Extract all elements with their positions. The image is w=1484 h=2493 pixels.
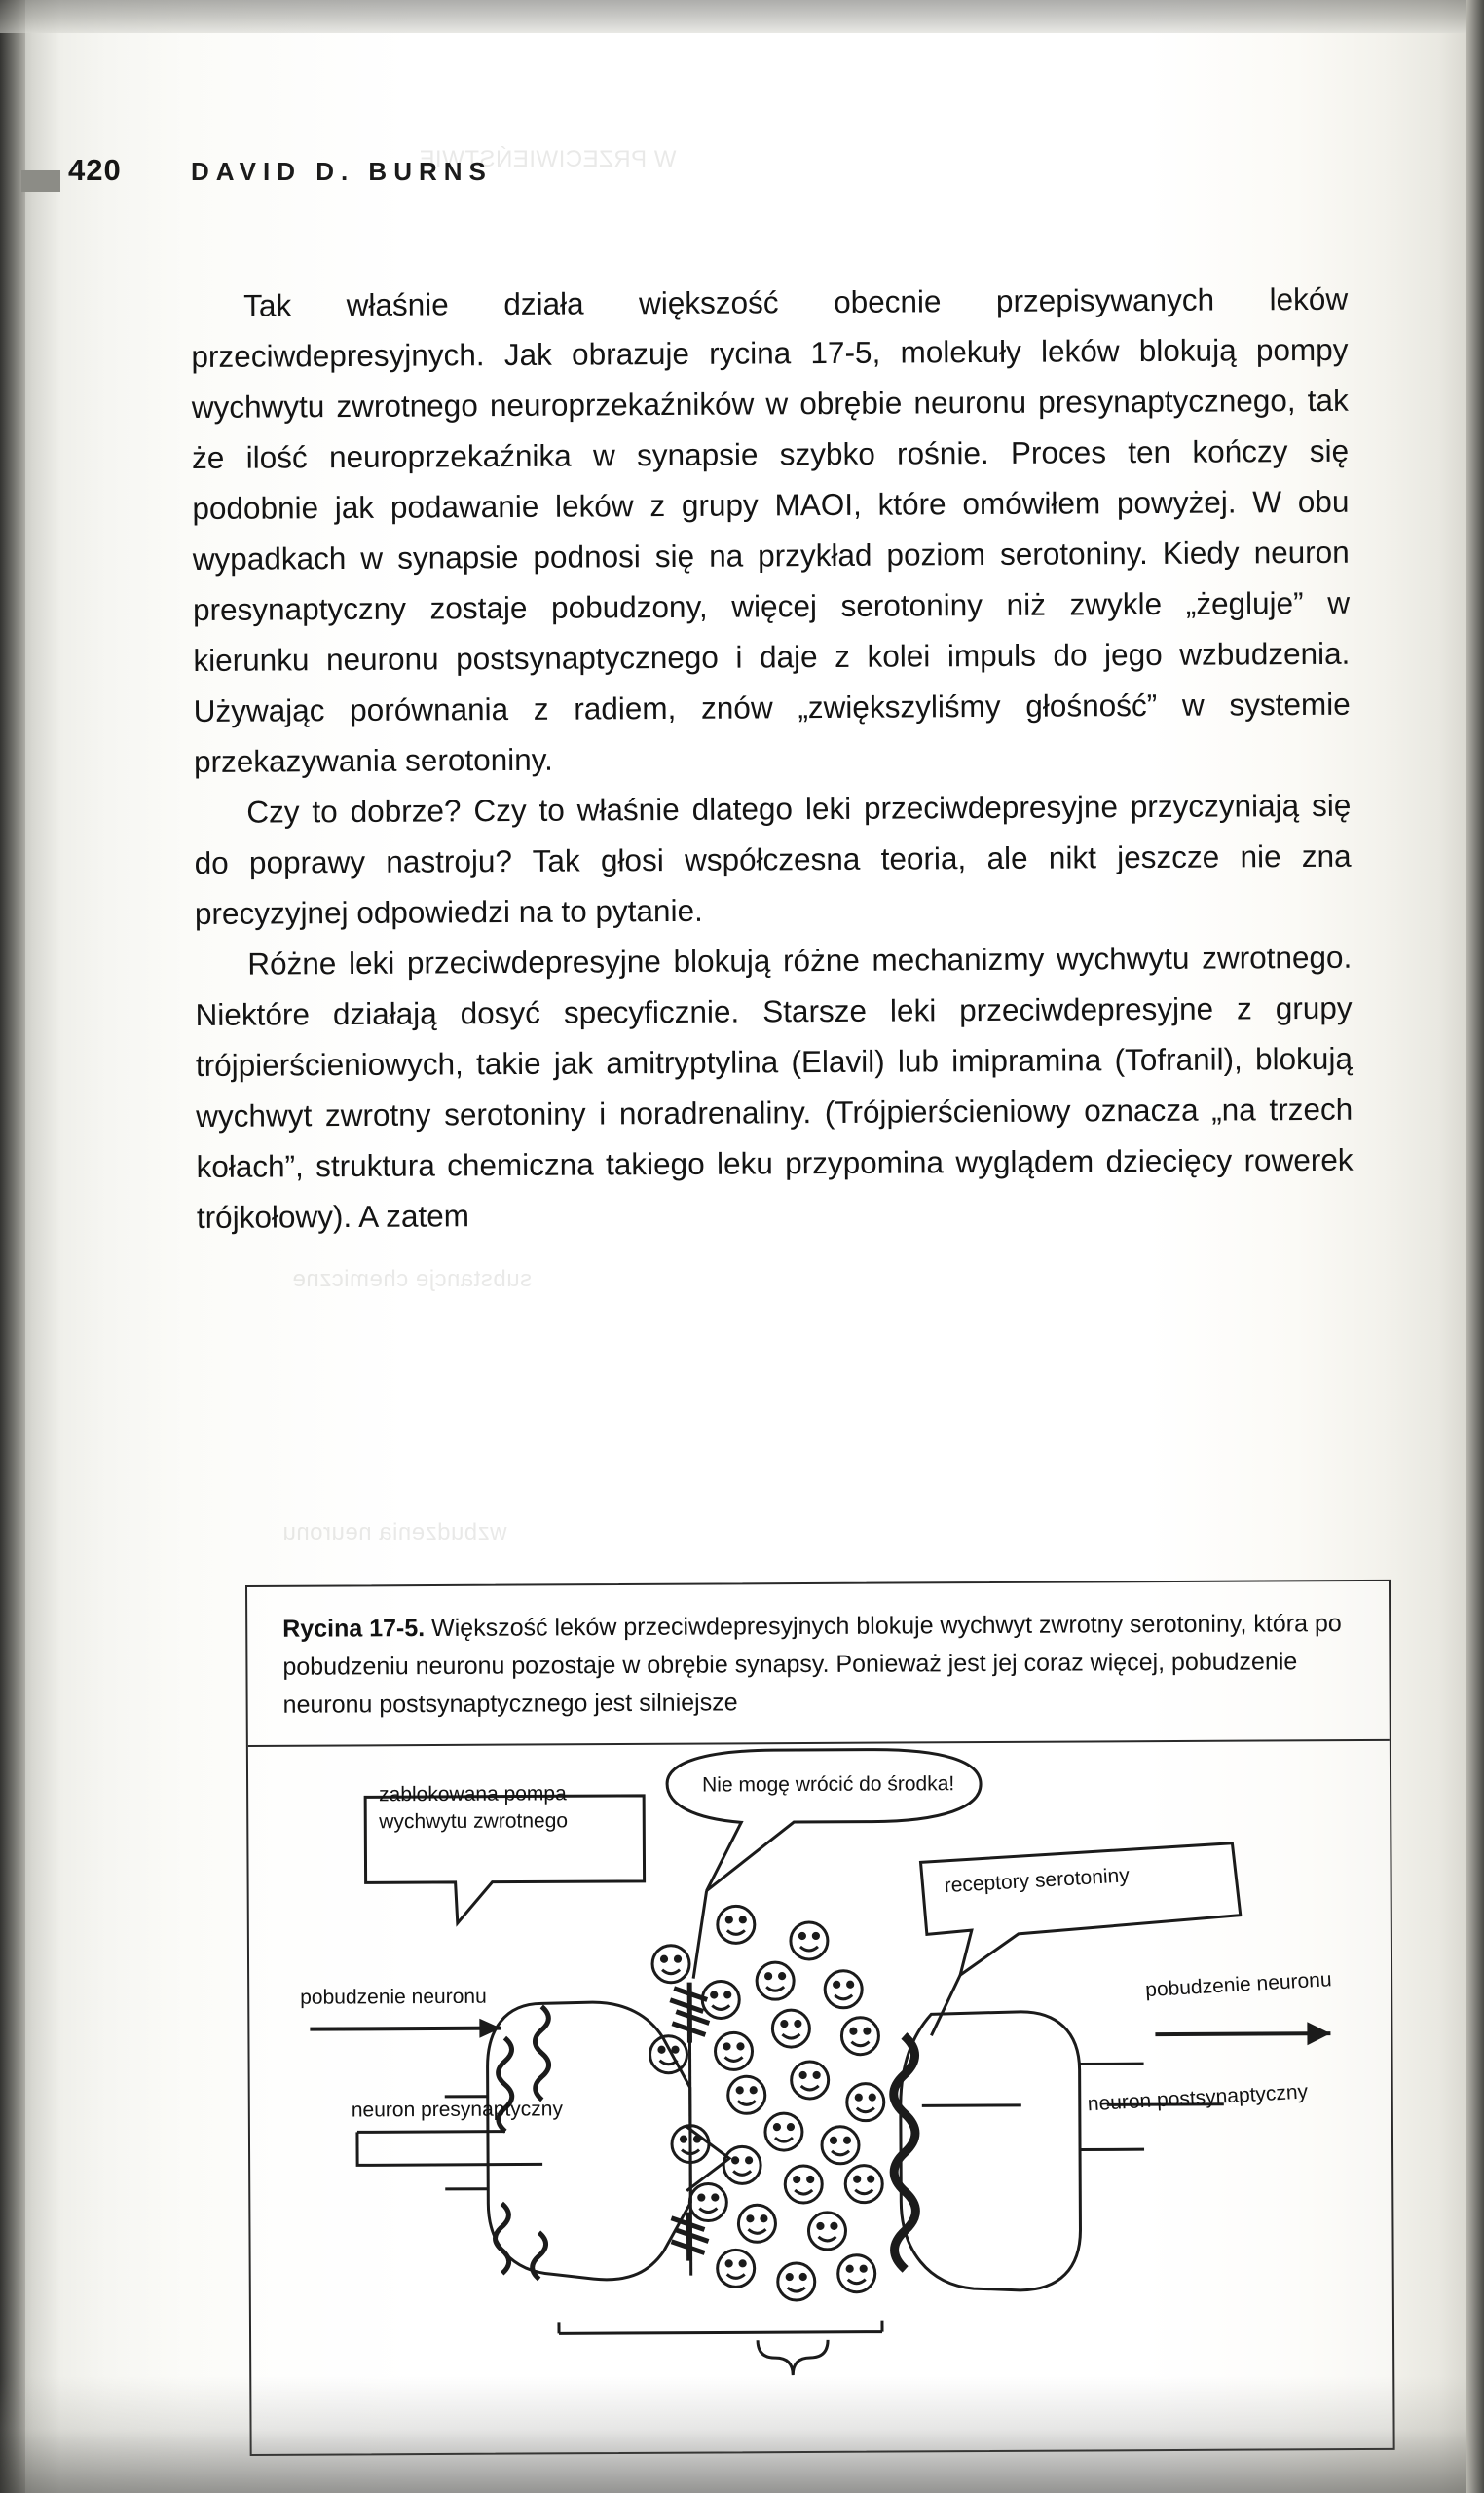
running-head	[0, 151, 1484, 209]
book-spine-shadow	[0, 0, 25, 2493]
page-right-edge-shadow	[1466, 0, 1484, 2493]
figure-caption-text: Większość leków przeciwdepresyjnych blokuje wychwyt zwrotny serotoniny, która po pobudzeniu neuronu pozostaje w obrębie synapsy. Ponieważ jest jej coraz więcej, pobudzenie neuronu postsynaptycznego jest silniejsze	[282, 1610, 1342, 1719]
page-number: 420	[68, 153, 122, 187]
body-text	[191, 274, 1354, 1243]
page-top-edge-shadow	[0, 0, 1484, 33]
figure-caption	[282, 1605, 1347, 1725]
label-speech-bubble	[702, 1770, 954, 1799]
label-presynaptic-neuron-text: neuron presynaptyczny	[351, 2098, 564, 2122]
paragraph: Czy to dobrze? Czy to właśnie dlatego leki przeciwdepresyjne przyczyniają się do poprawy nastroju? Tak głosi współczesna teoria, ale nikt jeszcze nie zna precyzyjnej odpowiedzi na to pytanie.	[194, 787, 1352, 931]
label-serotonin-receptors-text: receptory serotoniny	[944, 1864, 1131, 1898]
label-blocked-pump	[379, 1780, 620, 1836]
label-speech-bubble-text: Nie mogę wrócić do środka!	[702, 1772, 955, 1797]
folio-marker-bar	[21, 170, 60, 192]
figure-caption-label: Rycina 17-5.	[282, 1615, 426, 1643]
label-neuron-excitation-right-text: pobudzenie neuronu	[1144, 1968, 1333, 2002]
paragraph: Tak właśnie działa większość obecnie przepisywanych leków przeciwdepresyjnych. Jak obrazuje rycina 17-5, molekuły leków blokują pompy wychwytu zwrotnego neuroprzekaźników w obrębie neuronu presynaptycznego, tak że ilość neuroprzekaźnika w synapsie szybko rośnie. Proces ten kończy się podobnie jak podawanie leków z grupy MAOI, które omówiłem powyżej. W obu wypadkach w synapsie podnosi się na przykład poziom serotoniny. Kiedy neuron presynaptyczny zostaje pobudzony, więcej serotoniny niż zwykle „żegluje” w kierunku neuronu postsynaptycznego i daje z kolei impuls do jego wzbudzenia. Używając porównania z radiem, znów „zwiększyliśmy głośność” w systemie przekazywania serotoniny.	[191, 280, 1351, 779]
figure-17-5	[245, 1580, 1395, 2456]
label-blocked-pump-text: zablokowana pompa wychwytu zwrotnego	[379, 1782, 569, 1834]
paragraph: Różne leki przeciwdepresyjne blokują różne mechanizmy wychwytu zwrotnego. Niektóre działają dosyć specyficznie. Starsze leki przeciwdepresyjne z grupy trójpierścieniowych, takie jak amitryptylina (Elavil) lub imipramina (Tofranil), blokują wychwyt zwrotny serotoniny i noradrenaliny. (Trójpierścieniowy oznacza „na trzech kołach”, struktura chemiczna takiego leku przypomina wyglądem dziecięcy rowerek trójkołowy). A zatem	[195, 939, 1354, 1235]
label-neuron-excitation-left-text: pobudzenie neuronu	[300, 1985, 487, 2009]
label-postsynaptic-neuron-text: neuron postsynaptyczny	[1087, 2080, 1309, 2116]
label-neuron-excitation-left	[300, 1984, 487, 2012]
running-head-author: DAVID D. BURNS	[191, 157, 493, 186]
page-bottom-shadow	[0, 2376, 1484, 2493]
figure-artwork	[248, 1741, 1393, 2452]
label-presynaptic-neuron	[352, 2096, 563, 2124]
